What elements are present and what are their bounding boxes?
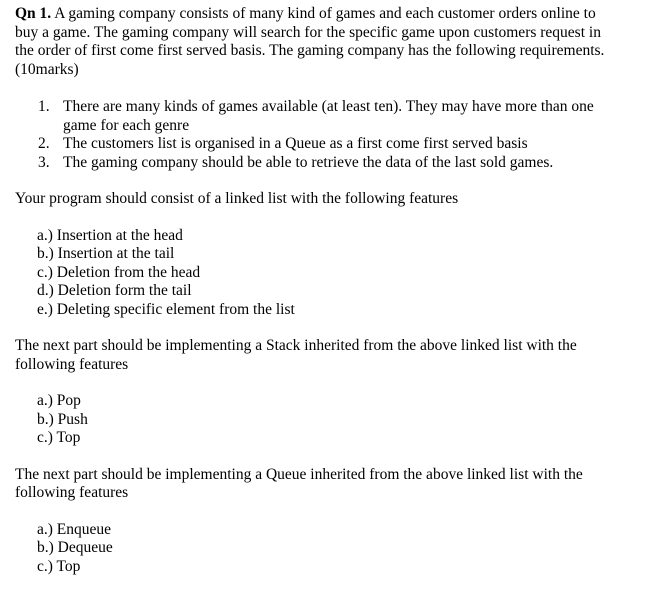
requirement-number: 1.	[38, 98, 50, 115]
linked-list-feature: d.) Deletion form the tail	[37, 282, 192, 299]
requirements-list	[15, 98, 615, 172]
queue-heading: The next part should be implementing a Queue inherited from the above linked list with the following features	[15, 465, 583, 501]
stack-features	[15, 392, 645, 448]
linked-list-heading: Your program should consist of a linked list with the following features	[15, 190, 459, 207]
queue-feature: c.) Top	[37, 557, 81, 575]
question-label: Qn 1.	[15, 5, 52, 22]
requirement-item	[15, 135, 615, 154]
stack-feature: c.) Top	[37, 429, 81, 446]
linked-list-features	[15, 227, 645, 320]
question-paragraph	[15, 5, 615, 79]
requirement-item	[15, 98, 615, 135]
queue-feature: b.) Dequeue	[37, 539, 113, 556]
stack-feature: b.) Push	[37, 410, 88, 428]
requirement-number: 2.	[38, 135, 50, 152]
stack-feature: a.) Pop	[37, 392, 81, 409]
requirement-text: The customers list is organised in a Queue as a first come first served basis	[63, 135, 528, 152]
linked-list-feature: b.) Insertion at the tail	[37, 245, 175, 262]
requirement-item	[15, 154, 615, 173]
question-intro: A gaming company consists of many kind of games and each customer orders online to buy a game. The gaming company will search for the specific game upon customers request in the order of first come first served basis. The gaming company has the following requirements. (10marks)	[15, 5, 605, 78]
document-page	[15, 5, 645, 576]
queue-features	[15, 521, 645, 577]
requirement-text: The gaming company should be able to retrieve the data of the last sold games.	[63, 153, 554, 171]
stack-heading: The next part should be implementing a Stack inherited from the above linked list with the following features	[15, 337, 577, 373]
requirement-number: 3.	[38, 153, 50, 171]
requirement-text: There are many kinds of games available (at least ten). They may have more than one game for each genre	[63, 98, 594, 134]
linked-list-feature: c.) Deletion from the head	[37, 263, 201, 281]
linked-list-feature: a.) Insertion at the head	[37, 226, 183, 244]
queue-feature: a.) Enqueue	[37, 520, 112, 538]
linked-list-feature: e.) Deleting specific element from the list	[37, 300, 295, 318]
